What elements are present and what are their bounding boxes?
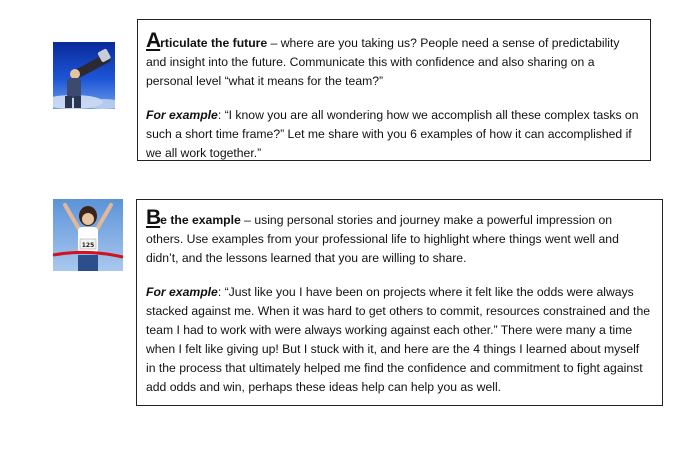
section-be-the-example xyxy=(136,199,663,406)
section-b-drop-letter: B xyxy=(146,206,161,229)
section-articulate-the-future xyxy=(137,19,651,161)
telescope-photo xyxy=(53,42,115,109)
section-b-example-text: : “Just like you I have been on projects where it felt like the odds were always stacked against me. When it was hard to get others to commit, resources constrained and the team I had to work with were always working against each other.” There were many a time when I felt like giving up! But I stuck with it, and here are the 4 things I learned about myself in the process that ultimately helped me find the confidence and commitment to fight against add odds and win, perhaps these ideas help can help you as well. xyxy=(146,285,651,394)
section-b-intro-text: – using personal stories and journey make a powerful impression on others. Use examples from your professional life to highlight where things went well and didn’t, and the lessons learned that you are willing to share. xyxy=(146,213,619,265)
section-a-drop-letter: A xyxy=(146,29,161,52)
section-b-example xyxy=(146,283,650,397)
section-b-heading: e the example xyxy=(160,213,241,227)
runner-photo xyxy=(53,199,123,271)
section-b-example-label: For example xyxy=(146,285,218,299)
section-a-intro xyxy=(146,29,640,91)
section-a-example-text: : “I know you are all wondering how we accomplish all these complex tasks on such a short time frame?” Let me share with you 6 examples of how it can accomplished if we all work together.” xyxy=(146,108,639,160)
section-a-example xyxy=(146,106,640,163)
section-a-intro-text: – where are you taking us? People need a sense of predictability and insight into the future. Communicate this with confidence and also sharing on a personal level “what it means for the team?” xyxy=(146,36,620,88)
section-a-heading: rticulate the future xyxy=(160,36,268,50)
runner-bib-number: 125 xyxy=(81,242,95,249)
section-a-example-label: For example xyxy=(146,108,218,122)
section-b-intro xyxy=(146,206,650,268)
